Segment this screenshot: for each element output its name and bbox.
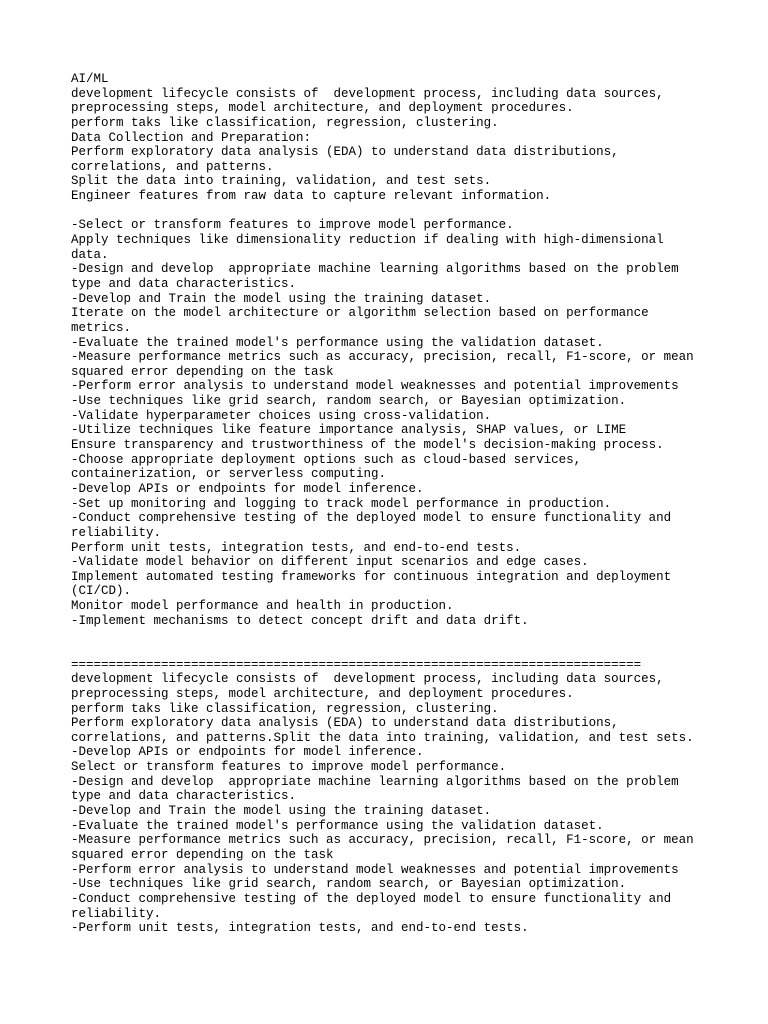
- text-line: Iterate on the model architecture or algorithm selection based on performance: [71, 306, 649, 321]
- text-line: development lifecycle consists of development process, including data sources,: [71, 672, 664, 687]
- text-line: -Use techniques like grid search, random search, or Bayesian optimization.: [71, 877, 627, 892]
- text-line: Monitor model performance and health in production.: [71, 599, 454, 614]
- blank-line: [71, 643, 751, 658]
- text-line: reliability.: [71, 906, 162, 921]
- text-line: -Conduct comprehensive testing of the deployed model to ensure functionality and: [71, 891, 672, 906]
- text-line: -Measure performance metrics such as accuracy, precision, recall, F1-score, or mean: [71, 350, 694, 365]
- text-line: metrics.: [71, 320, 132, 335]
- text-line: Perform exploratory data analysis (EDA) to understand data distributions,: [71, 716, 619, 731]
- text-line: -Validate model behavior on different input scenarios and edge cases.: [71, 555, 589, 570]
- text-line: -Design and develop appropriate machine learning algorithms based on the problem: [71, 774, 679, 789]
- text-line: data.: [71, 247, 109, 262]
- text-line: Apply techniques like dimensionality reduction if dealing with high-dimensional: [71, 233, 664, 248]
- blank-line: [71, 204, 751, 219]
- text-line: perform taks like classification, regression, clustering.: [71, 701, 499, 716]
- text-line: -Set up monitoring and logging to track model performance in production.: [71, 496, 612, 511]
- text-line: correlations, and patterns.Split the data into training, validation, and test sets.: [71, 730, 694, 745]
- text-line: type and data characteristics.: [71, 789, 297, 804]
- text-line: -Develop APIs or endpoints for model inference.: [71, 481, 424, 496]
- text-line: correlations, and patterns.: [71, 159, 274, 174]
- text-line: -Evaluate the trained model's performance using the validation dataset.: [71, 818, 604, 833]
- text-line: -Implement mechanisms to detect concept drift and data drift.: [71, 613, 529, 628]
- text-line: (CI/CD).: [71, 584, 132, 599]
- text-line: -Develop and Train the model using the training dataset.: [71, 291, 492, 306]
- text-line: reliability.: [71, 525, 162, 540]
- text-line: preprocessing steps, model architecture, and deployment procedures.: [71, 686, 574, 701]
- text-line: Ensure transparency and trustworthiness of the model's decision-making process.: [71, 438, 664, 453]
- text-line: -Perform error analysis to understand model weaknesses and potential improvements: [71, 379, 679, 394]
- text-line: AI/ML: [71, 72, 109, 86]
- text-line: -Conduct comprehensive testing of the deployed model to ensure functionality and: [71, 511, 672, 526]
- text-line: development lifecycle consists of development process, including data sources,: [71, 86, 664, 101]
- text-line: -Perform unit tests, integration tests, and end-to-end tests.: [71, 921, 529, 936]
- text-line: Perform exploratory data analysis (EDA) to understand data distributions,: [71, 145, 619, 160]
- text-line: type and data characteristics.: [71, 276, 297, 291]
- text-line: Implement automated testing frameworks for continuous integration and deployment: [71, 569, 672, 584]
- text-line: -Use techniques like grid search, random search, or Bayesian optimization.: [71, 394, 627, 409]
- text-line: squared error depending on the task: [71, 364, 334, 379]
- document-body: [71, 72, 751, 936]
- text-line: -Develop and Train the model using the training dataset.: [71, 804, 492, 819]
- text-line: -Design and develop appropriate machine learning algorithms based on the problem: [71, 262, 679, 277]
- text-line: -Evaluate the trained model's performance using the validation dataset.: [71, 335, 604, 350]
- text-line: -Measure performance metrics such as accuracy, precision, recall, F1-score, or mean: [71, 833, 694, 848]
- text-line: Engineer features from raw data to capture relevant information.: [71, 189, 552, 204]
- text-line: -Validate hyperparameter choices using cross-validation.: [71, 408, 492, 423]
- text-line: -Choose appropriate deployment options such as cloud-based services,: [71, 452, 582, 467]
- separator-line: ============================================================================: [71, 657, 642, 672]
- text-line: -Utilize techniques like feature importance analysis, SHAP values, or LIME: [71, 423, 627, 438]
- text-line: Data Collection and Preparation:: [71, 130, 312, 145]
- text-line: perform taks like classification, regression, clustering.: [71, 115, 499, 130]
- text-line: containerization, or serverless computing.: [71, 467, 387, 482]
- text-line: preprocessing steps, model architecture, and deployment procedures.: [71, 101, 574, 116]
- text-line: -Select or transform features to improve model performance.: [71, 218, 514, 233]
- blank-line: [71, 628, 751, 643]
- text-line: Perform unit tests, integration tests, and end-to-end tests.: [71, 540, 522, 555]
- text-line: Split the data into training, validation, and test sets.: [71, 174, 492, 189]
- text-line: squared error depending on the task: [71, 847, 334, 862]
- text-line: Select or transform features to improve model performance.: [71, 760, 507, 775]
- text-line: -Develop APIs or endpoints for model inference.: [71, 745, 424, 760]
- text-line: -Perform error analysis to understand model weaknesses and potential improvements: [71, 862, 679, 877]
